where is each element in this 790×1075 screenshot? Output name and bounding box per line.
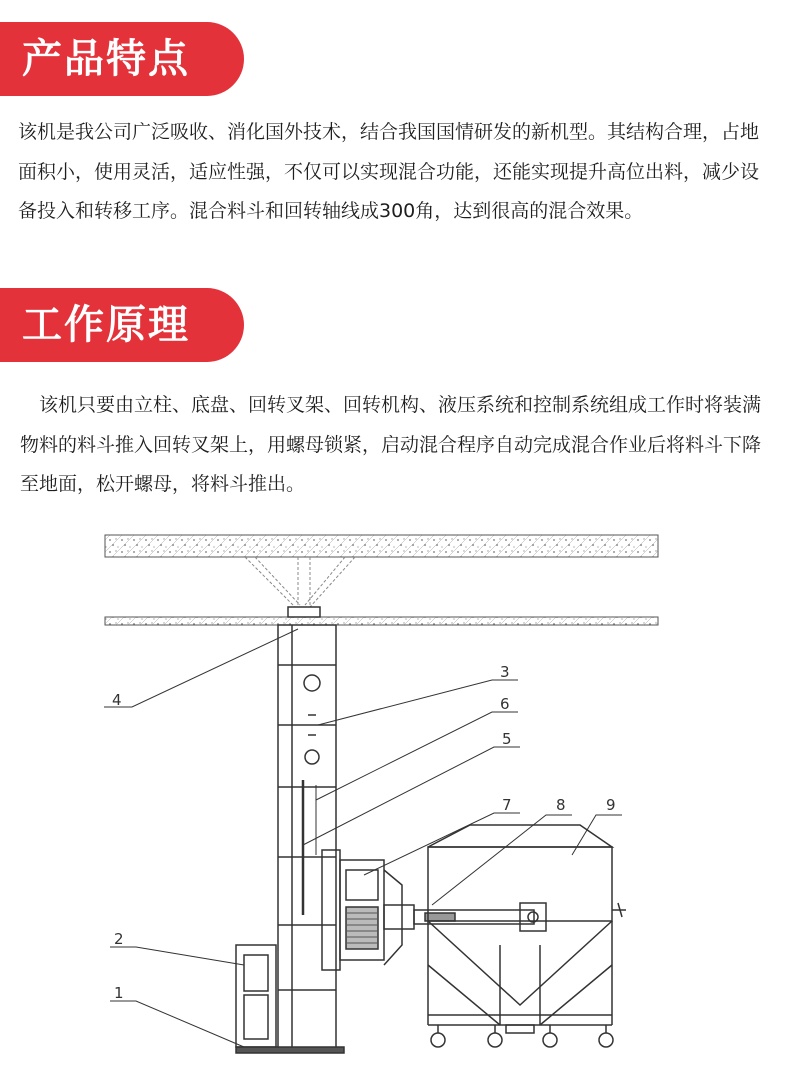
callout-5: 5 [502, 730, 512, 748]
features-description: 该机是我公司广泛吸收、消化国外技术，结合我国国情研发的新机型。其结构合理，占地面积小，使用灵活，适应性强，不仅可以实现混合功能，还能实现提升高位出料，减少设备投入和转移工序。混合料斗和回转轴线成300角，达到很高的混合效果。 [18, 121, 760, 222]
column [278, 625, 336, 1050]
mixing-hopper [428, 825, 626, 1047]
features-heading: 产品特点 [0, 22, 244, 96]
principle-description: 该机只要由立柱、底盘、回转叉架、回转机构、液压系统和控制系统组成工作时将装满物料的料斗推入回转叉架上，用螺母锁紧，启动混合程序自动完成混合作业后将料斗下降至地面，松开螺母，将料斗推出。 [20, 394, 762, 495]
callout-6: 6 [500, 695, 510, 713]
principle-heading: 工作原理 [0, 288, 244, 362]
callout-8: 8 [556, 796, 566, 814]
callout-9: 9 [606, 796, 616, 814]
callout-7: 7 [502, 796, 512, 814]
callout-4: 4 [112, 691, 122, 709]
base-and-control-box [236, 945, 344, 1053]
callout-2: 2 [114, 930, 124, 948]
upper-beam [105, 617, 658, 625]
top-mount [288, 607, 320, 617]
machine-diagram [0, 525, 790, 1075]
callout-3: 3 [500, 663, 510, 681]
callout-1: 1 [114, 984, 124, 1002]
ceiling-bracing [245, 557, 355, 607]
ceiling-slab [105, 535, 658, 557]
leader-lines [104, 629, 622, 1047]
